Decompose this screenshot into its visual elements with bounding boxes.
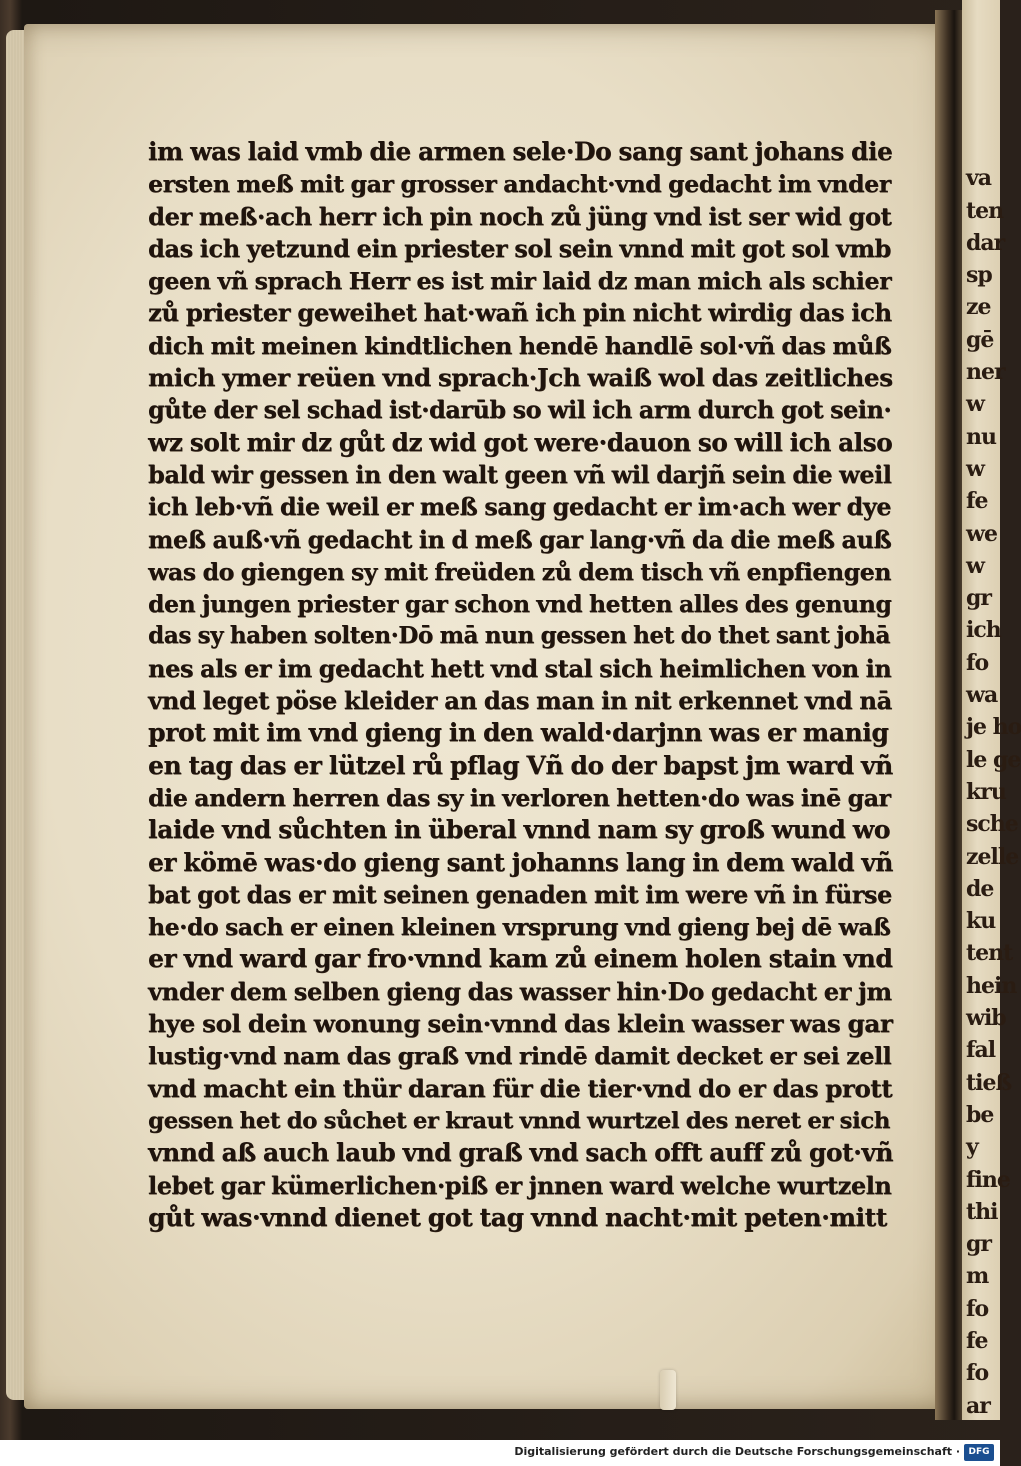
facing-text-fragment: thi [966,1198,998,1225]
footer-bar [0,1440,1000,1466]
text-line: geen vñ sprach Herr es ist mir laid dz man mich als schier [148,267,892,296]
text-line: nes als er im gedacht hett vnd stal sich heimlichen von in [148,653,892,683]
dfg-logo: DFG [964,1444,994,1461]
text-line: der meß·ach herr ich pin noch zů jüng vnd ist ser wid got [148,201,892,231]
facing-text-fragment: tieß [966,1069,1012,1096]
text-line: gůt was·vnnd dienet got tag vnnd nacht·mit peten·mitt [148,1202,887,1232]
facing-text-fragment: ze [966,294,991,321]
facing-page-text [962,130,1021,1422]
facing-text-fragment: gr [966,1231,991,1258]
facing-text-fragment: je ho [966,714,1021,741]
text-line: lebet gar kümerlichen·piß er jnnen ward welche wurtzeln [148,1170,892,1200]
text-line: er kömē was·do gieng sant johanns lang in dem wald vñ [148,847,893,877]
text-line: en tag das er lützel rů pflag Vñ do der bapst jm ward vñ [148,750,893,780]
text-line: bald wir gessen in den walt geen vñ wil darjñ sein die weil [148,460,892,489]
text-line: er vnd ward gar fro·vnnd kam zů einem holen stain vnd [148,944,893,974]
facing-text-fragment: fal [966,1037,996,1064]
text-line: prot mit im vnd gieng in den wald·darjnn was er manig [148,718,889,748]
facing-text-fragment: hein [966,972,1017,999]
facing-text-fragment: le ge [966,746,1021,773]
facing-text-fragment: gē [966,326,994,353]
text-line: bat got das er mit seinen genaden mit im were vñ in fürse [148,880,892,909]
text-line: was do giengen sy mit freüden zů dem tisch vñ enpfiengen [148,557,892,586]
facing-text-fragment: we [966,520,997,547]
facing-text-fragment: zelle [966,843,1019,870]
text-line: dich mit meinen kindtlichen hendē handlē sol·vñ das můß [148,331,892,360]
text-line: hye sol dein wonung sein·vnnd das klein wasser was gar [148,1009,893,1039]
facing-text-fragment: de [966,875,994,902]
text-line: meß auß·vñ gedacht in d meß gar lang·vñ da die meß auß [148,525,892,554]
text-line: im was laid vmb die armen sele·Do sang sant johans die [148,137,893,166]
text-line: zů priester geweihet hat·wañ ich pin nicht wirdig das ich [148,298,892,328]
facing-text-fragment: fo [966,1295,989,1322]
text-line: gůte der sel schad ist·darūb so wil ich arm durch got sein· [148,396,892,425]
facing-text-fragment: fe [966,1327,988,1354]
facing-text-fragment: wa [966,682,998,709]
text-line: vnder dem selben gieng das wasser hin·Do gedacht er jm [148,976,892,1006]
text-line: ich leb·vñ die weil er meß sang gedacht er im·ach wer dye [148,493,892,522]
facing-text-fragment: tent [966,940,1013,967]
facing-text-fragment [962,130,1021,162]
text-line: vnd macht ein thür daran für die tier·vnd do er das prott [148,1073,893,1103]
facing-text-fragment: nu [966,423,996,450]
facing-text-fragment: fo [966,1360,989,1387]
page-marker [660,1370,676,1410]
facing-text-fragment: w [966,455,984,482]
facing-text-fragment: wib [966,1005,1006,1032]
facing-text-fragment: be [966,1101,994,1128]
facing-text-fragment: ich [966,617,1001,644]
facing-text-fragment: fine [966,1166,1010,1193]
facing-text-fragment: w [966,552,984,579]
facing-text-fragment: w [966,391,984,418]
facing-text-fragment: y [966,1134,978,1161]
text-line: vnd leget pöse kleider an das man in nit erkennet vnd nā [148,686,892,716]
facing-text-fragment: ten [966,197,1004,224]
facing-text-fragment: ner [966,359,1005,386]
facing-text-fragment: va [966,165,992,192]
text-line: mich ymer reüen vnd sprach·Jch waiß wol das zeitliches [148,363,893,393]
facing-text-fragment: fe [966,488,988,515]
text-line: he·do sach er einen kleinen vrsprung vnd gieng bej dē waß [148,913,891,942]
text-line: ersten meß mit gar grosser andacht·vnd gedacht im vnder [148,170,891,199]
facing-page [962,0,1021,1420]
text-line: wz solt mir dz gůt dz wid got were·dauon so will ich also [148,427,893,457]
text-line: gessen het do sůchet er kraut vnnd wurtzel des neret er sich [148,1107,890,1134]
text-line: das sy haben solten·Dō mā nun gessen het do thet sant johā [148,622,890,650]
text-line: das ich yetzund ein priester sol sein vnnd mit got sol vmb [148,233,891,263]
facing-text-fragment: ku [966,908,996,935]
facing-text-fragment: kru [966,778,1006,805]
facing-text-fragment: dar [966,229,1005,256]
facing-text-fragment: sche [966,811,1018,838]
text-line: vnnd aß auch laub vnd graß vnd sach offt auff zů got·vñ [148,1138,894,1168]
facing-text-fragment: gr [966,585,991,612]
text-line: die andern herren das sy in verloren hetten·do was inē gar [148,783,891,812]
facing-text-fragment: fo [966,649,989,676]
facing-text-fragment: ar [966,1392,990,1419]
funding-credit: Digitalisierung gefördert durch die Deutsche Forschungsgemeinschaft · [514,1445,960,1458]
facing-text-fragment: sp [966,262,992,289]
text-line: den jungen priester gar schon vnd hetten alles des genung [148,590,892,619]
facing-text-fragment: m [966,1263,989,1290]
text-line: laide vnd sůchten in überal vnnd nam sy groß wund wo [148,815,891,845]
text-line: lustig·vnd nam das graß vnd rindē damit decket er sei zell [148,1042,892,1071]
page-text-block [148,136,908,1234]
